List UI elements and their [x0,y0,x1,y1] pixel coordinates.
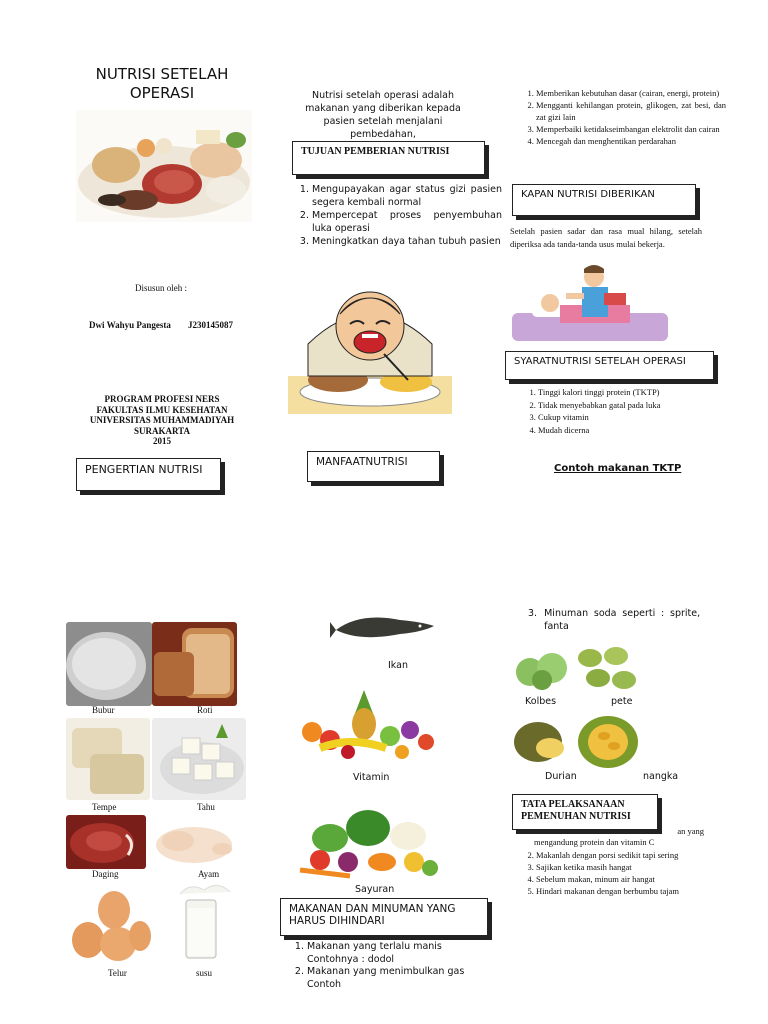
list-item: 3. Sajikan ketika masih hangat [536,861,728,873]
contoh-heading: Contoh makanan TKTP [554,463,682,474]
ayam-image [148,815,238,869]
caption-ayam: Ayam [198,869,220,879]
caption-kolbes: Kolbes [525,696,557,707]
author-name: Dwi Wahyu Pangesta [89,320,171,330]
intro-text: Nutrisi setelah operasi adalah makanan yang diberikan kepada pasien setelah menjalani pembedahan, [305,90,461,140]
author-label: Disusun oleh : [135,283,188,293]
soda-item-text: Minuman soda seperti : sprite, fanta [544,608,701,632]
daging-image [66,815,146,869]
tata-heading-text: TATA PELAKSANAAN PEMENUHAN NUTRISI [521,799,631,822]
caption-durian: Durian [545,771,577,782]
list-item: 1. Memberikan kebutuhan dasar (cairan, energi, protein) [536,87,726,99]
susu-image [160,880,246,964]
tujuan-list [290,183,502,248]
caption-susu: susu [196,968,213,978]
caption-roti: Roti [197,705,213,715]
bubur-image [66,622,152,706]
kolbes-image [512,646,572,692]
nangka-image [574,712,640,770]
list-item-sub: Contoh [307,978,342,990]
ikan-image [330,606,438,646]
soda-item [528,607,706,633]
list-item: 2. Mengganti kehilangan protein, glikogen, zat besi, dan zat gizi lain [536,99,726,123]
list-item: 3. Cukup vitamin [538,411,726,424]
kapan-text: Setelah pasien sadar dan rasa mual hilang, setelah diperiksa ada tanda-tanda usus mulai bekerja. [510,226,702,249]
tata-heading [512,794,658,830]
institution-line: FAKULTAS ILMU KESEHATAN [96,404,228,415]
eating-boy-illustration [288,284,452,414]
brochure-title: NUTRISI SETELAH OPERASI [95,65,229,102]
caption-daging: Daging [92,869,119,879]
tata-first-line2: mengandung protein dan vitamin C [534,837,655,847]
dihindari-list [285,941,503,991]
institution-line: PROGRAM PROFESI NERS [104,394,220,404]
list-item-text: Makanan yang menimbulkan gas [307,966,465,977]
list-item: 3. Memperbaiki ketidakseimbangan elektrolit dan cairan [536,123,726,135]
caption-tahu: Tahu [197,802,215,812]
syarat-heading-text: SYARATNUTRISI SETELAH OPERASI [514,356,686,367]
list-item-sub: Contohnya : dodol [307,953,395,965]
list-item-text: Makanan yang terlalu manis [307,941,442,952]
list-item: 4. Mencegah dan menghentikan perdarahan [536,135,726,147]
dihindari-heading-text: MAKANAN DAN MINUMAN YANG HARUS DIHINDARI [289,903,456,927]
sayuran-image [290,798,446,884]
institution-line: UNIVERSITAS MUHAMMADIYAH [89,415,235,425]
roti-image [152,622,237,706]
tahu-image [152,718,246,800]
list-item [307,966,503,991]
list-item: 1. Mengupayakan agar status gizi pasien segera kembali normal [312,183,502,209]
caption-nangka: nangka [643,771,679,782]
author-nim: J230145087 [188,320,233,330]
caption-ikan: Ikan [388,660,408,671]
caption-pete: pete [611,696,633,707]
caption-sayuran: Sayuran [355,884,395,895]
syarat-heading [505,351,714,380]
syarat-list [516,386,726,436]
institution-line: 2015 [153,436,171,446]
manfaat-heading [307,451,440,482]
list-item: 3. Meningkatkan daya tahan tubuh pasien [312,235,502,248]
list-item: 4. Mudah dicerna [538,424,726,437]
durian-image [512,712,572,766]
pete-image [574,644,640,694]
list-item: 2. Tidak menyebabkan gatal pada luka [538,399,726,412]
list-item: 5. Hindari makanan dengan berbumbu tajam [536,885,728,897]
institution-block [72,394,252,447]
dihindari-heading [280,898,488,936]
pengertian-heading [76,458,221,491]
caption-tempe: Tempe [92,802,117,812]
tata-first-tail: an yang [677,826,704,836]
tujuan-heading-text: TUJUAN PEMBERIAN NUTRISI [301,146,450,157]
institution-line: SURAKARTA [133,425,191,436]
telur-image [68,890,152,962]
manfaat-heading-text: MANFAATNUTRISI [316,456,408,468]
kapan-heading [512,184,696,216]
caption-vitamin: Vitamin [353,772,390,783]
list-item [307,941,503,966]
tata-list [514,849,728,897]
manfaat-list [514,87,726,147]
tempe-image [66,718,150,800]
list-item: 2. Mempercepat proses penyembuhan luka operasi [312,209,502,235]
list-item: 2. Makanlah dengan porsi sedikit tapi sering [536,849,728,861]
caption-bubur: Bubur [92,705,115,715]
list-item: 1. Tinggi kalori tinggi protein (TKTP) [538,386,726,399]
soda-item-number: 3. [528,608,538,619]
food-collage-image [76,110,252,222]
tujuan-heading [292,141,485,175]
pengertian-heading-text: PENGERTIAN NUTRISI [85,463,203,476]
nurse-feeding-illustration [512,263,668,345]
kapan-heading-text: KAPAN NUTRISI DIBERIKAN [521,189,655,200]
vitamin-fruits-image [290,686,442,762]
list-item: 4. Sebelum makan, minum air hangat [536,873,728,885]
caption-telur: Telur [108,968,127,978]
